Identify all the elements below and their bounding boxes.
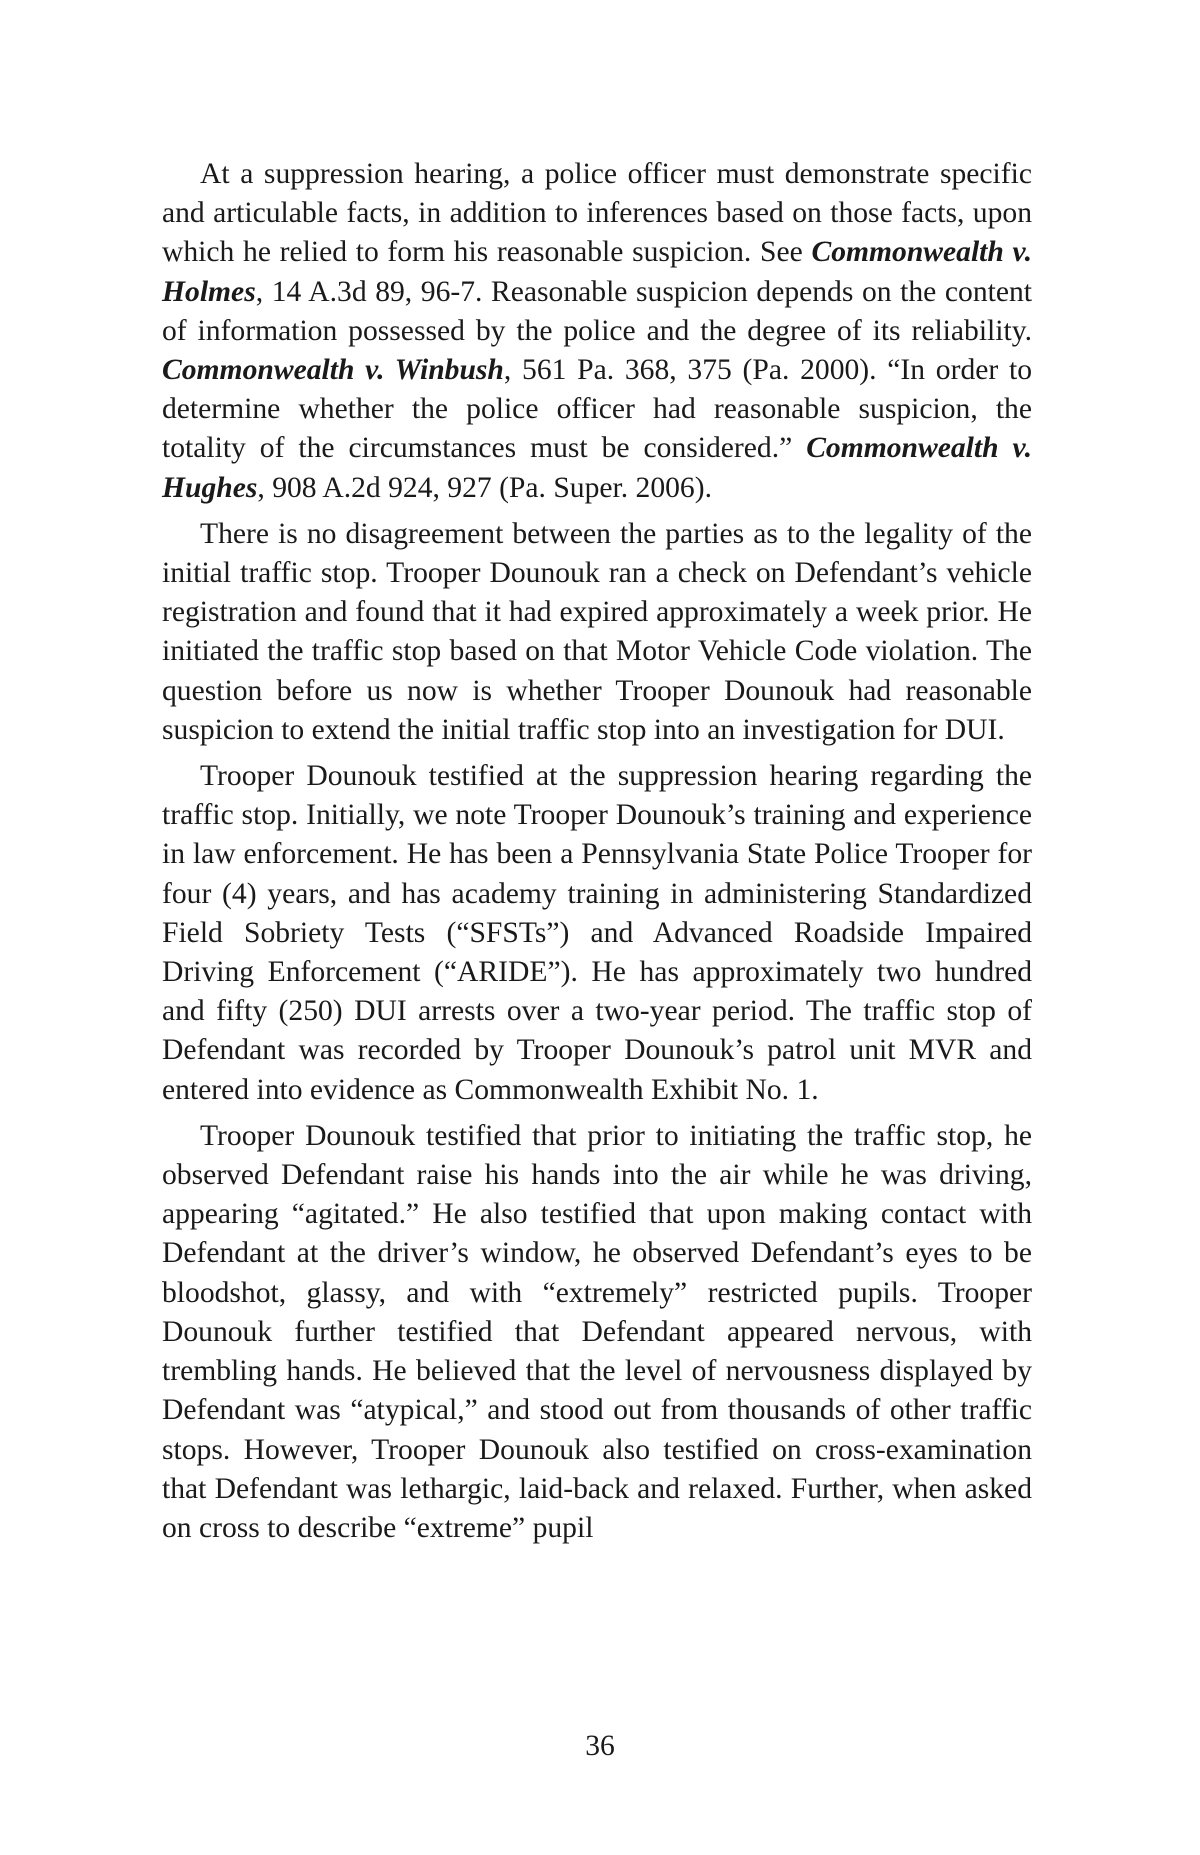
paragraph-reasonable-suspicion-standard [162, 155, 1032, 508]
case-citation: Commonwealth v. Hughes [162, 432, 1032, 504]
paragraph-text: , 908 A.2d 924, 927 (Pa. Super. 2006). [257, 471, 712, 504]
paragraph-text: There is no disagreement between the parties as to the legality of the initial traffic stop. Trooper Dounouk ran a check on Defendant’s vehicle registration and found that it had expired approximately a week prior. He initiated the traffic stop based on that Motor Vehicle Code violation. The question before us now is whether Trooper Dounouk had reasonable suspicion to extend the initial traffic stop into an investigation for DUI. [162, 517, 1032, 746]
page-number: 36 [585, 1730, 615, 1762]
paragraph-trooper-observations [162, 1117, 1032, 1548]
case-citation: Commonwealth v. Holmes [162, 236, 1032, 308]
paragraph-text: Trooper Dounouk testified at the suppression hearing regarding the traffic stop. Initially, we note Trooper Dounouk’s training and experience in law enforcement. He has been a Pennsylvania State Police Trooper for four (4) years, and has academy training in administering Standardized Field Sobriety Tests (“SFSTs”) and Advanced Roadside Impaired Driving Enforcement (“ARIDE”). He has approximately two hundred and fifty (250) DUI arrests over a two-year period. The traffic stop of Defendant was recorded by Trooper Dounouk’s patrol unit MVR and entered into evidence as Commonwealth Exhibit No. 1. [162, 760, 1032, 1106]
paragraph-text: , 14 A.3d 89, 96-7. Reasonable suspicion depends on the content of information possessed by the police and the degree of its reliability. [162, 275, 1032, 347]
body-text [162, 155, 1032, 1555]
paragraph-initial-traffic-stop [162, 515, 1032, 750]
paragraph-text: , 561 Pa. 368, 375 (Pa. 2000). “In order to determine whether the police officer had reasonable suspicion, the totality of the circumstances must be considered.” [162, 354, 1032, 465]
paragraph-text: At a suppression hearing, a police officer must demonstrate specific and articulable facts, in addition to inferences based on those facts, upon which he relied to form his reasonable suspicion. See [162, 158, 1032, 269]
paragraph-trooper-training [162, 757, 1032, 1110]
paragraph-text: Trooper Dounouk testified that prior to initiating the traffic stop, he observed Defendant raise his hands into the air while he was driving, appearing “agitated.” He also testified that upon making contact with Defendant at the driver’s window, he observed Defendant’s eyes to be bloodshot, glassy, and with “extremely” restricted pupils. Trooper Dounouk further testified that Defendant appeared nervous, with trembling hands. He believed that the level of nervousness displayed by Defendant was “atypical,” and stood out from thousands of other traffic stops. However, Trooper Dounouk also testified on cross-examination that Defendant was lethargic, laid-back and relaxed. Further, when asked on cross to describe “extreme” pupil [162, 1119, 1032, 1544]
case-citation: Commonwealth v. Winbush [162, 354, 504, 387]
